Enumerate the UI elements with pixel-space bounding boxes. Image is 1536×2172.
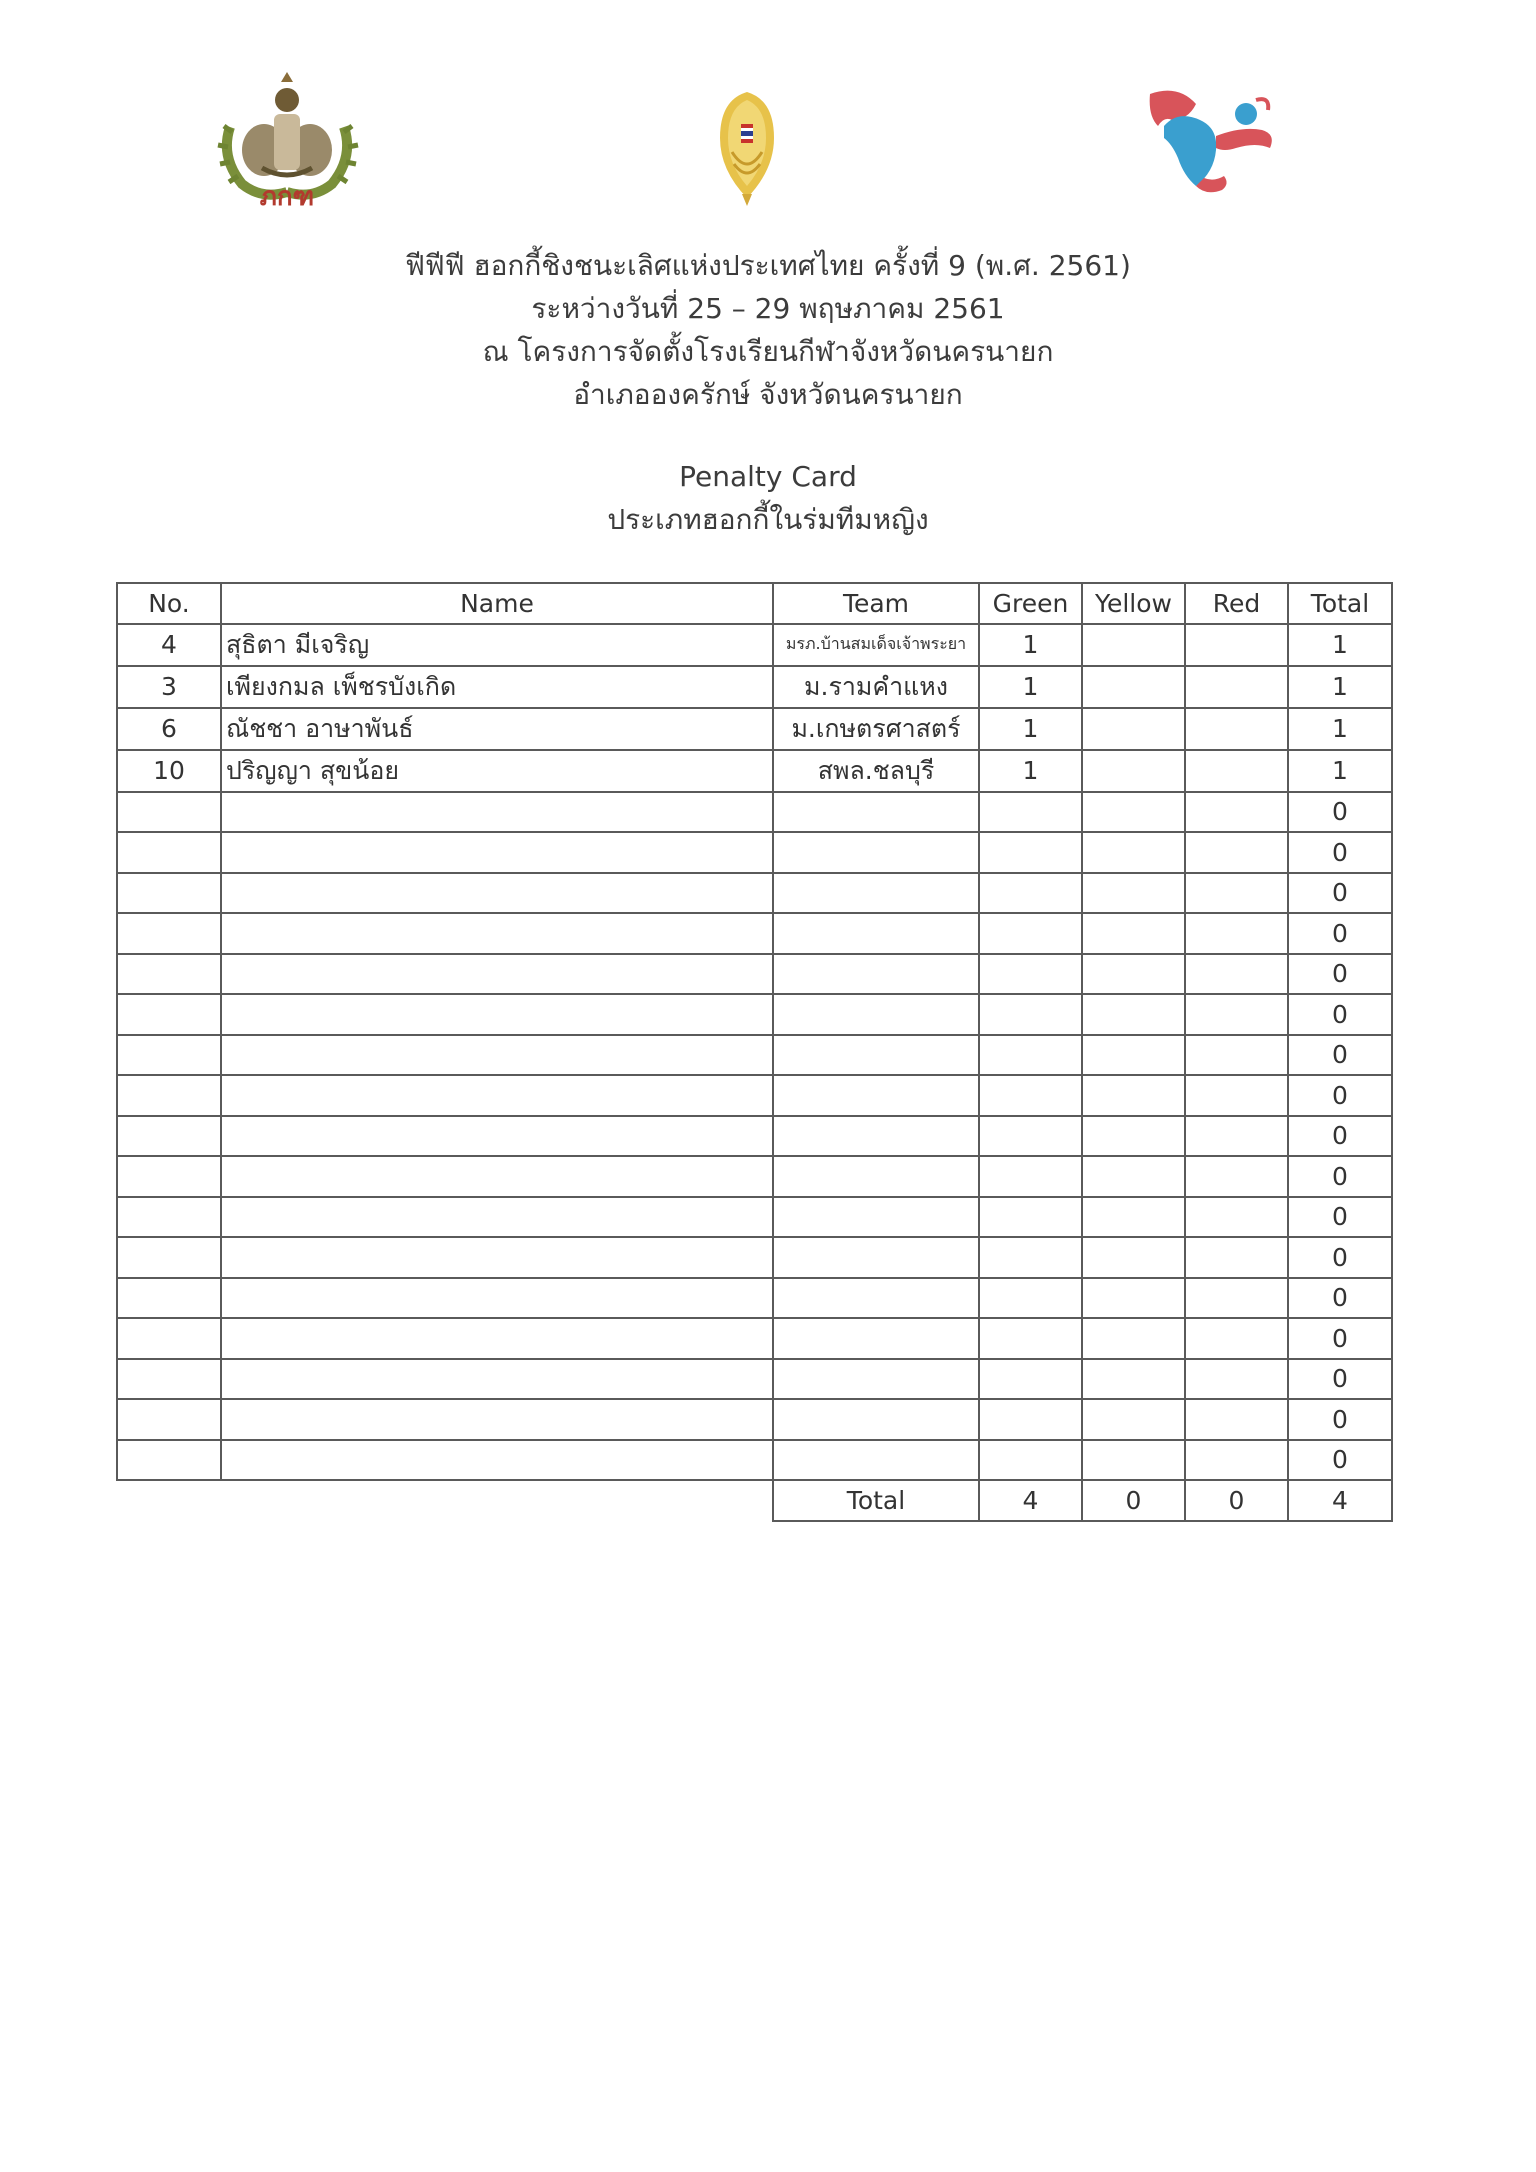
cell-total: 0: [1288, 1075, 1392, 1116]
cell-red: [1185, 624, 1288, 666]
cell-red: [1185, 792, 1288, 833]
cell-name: [221, 1399, 773, 1440]
cell-no: [117, 994, 221, 1035]
totals-yellow: 0: [1082, 1480, 1185, 1521]
cell-green: 1: [979, 666, 1082, 708]
cell-no: [117, 1035, 221, 1076]
cell-name: [221, 1278, 773, 1319]
totals-row: [117, 1480, 1392, 1521]
cell-red: [1185, 994, 1288, 1035]
cell-yellow: [1082, 708, 1185, 750]
column-header-name: Name: [221, 583, 773, 624]
cell-red: [1185, 1237, 1288, 1278]
cell-green: [979, 1278, 1082, 1319]
table-row: [117, 1075, 1392, 1116]
cell-name: [221, 1075, 773, 1116]
cell-total: 1: [1288, 624, 1392, 666]
cell-team: [773, 1278, 979, 1319]
cell-no: [117, 1278, 221, 1319]
golden-emblem-icon: [712, 90, 782, 208]
table-row: [117, 1237, 1392, 1278]
cell-total: 0: [1288, 1237, 1392, 1278]
table-row: [117, 708, 1392, 750]
cell-total: 0: [1288, 954, 1392, 995]
cell-team: สพล.ชลบุรี: [773, 750, 979, 792]
cell-total: 0: [1288, 792, 1392, 833]
cell-no: [117, 832, 221, 873]
cell-green: [979, 1318, 1082, 1359]
cell-red: [1185, 954, 1288, 995]
totals-green: 4: [979, 1480, 1082, 1521]
column-header-yellow: Yellow: [1082, 583, 1185, 624]
table-row: [117, 1035, 1392, 1076]
cell-team: [773, 832, 979, 873]
thai-hockey-association-logo: [212, 72, 362, 210]
cell-red: [1185, 1075, 1288, 1116]
cell-red: [1185, 1156, 1288, 1197]
cell-red: [1185, 1440, 1288, 1481]
cell-green: [979, 1237, 1082, 1278]
cell-no: 6: [117, 708, 221, 750]
column-header-green: Green: [979, 583, 1082, 624]
cell-yellow: [1082, 1278, 1185, 1319]
cell-green: [979, 792, 1082, 833]
cell-red: [1185, 666, 1288, 708]
cell-yellow: [1082, 1237, 1185, 1278]
table-row: [117, 1278, 1392, 1319]
cell-team: ม.รามคำแหง: [773, 666, 979, 708]
table-row: [117, 1116, 1392, 1157]
cell-name: [221, 1318, 773, 1359]
cell-name: [221, 1197, 773, 1238]
association-emblem-icon: [212, 72, 362, 210]
cell-yellow: [1082, 1156, 1185, 1197]
cell-red: [1185, 1359, 1288, 1400]
cell-red: [1185, 1278, 1288, 1319]
column-header-red: Red: [1185, 583, 1288, 624]
cell-team: [773, 1237, 979, 1278]
cell-total: 0: [1288, 1035, 1392, 1076]
table-row: [117, 1197, 1392, 1238]
cell-team: [773, 1075, 979, 1116]
cell-total: 1: [1288, 666, 1392, 708]
totals-label: Total: [773, 1480, 979, 1521]
cell-team: [773, 1156, 979, 1197]
emblem-letters: ภกฑ: [259, 182, 315, 210]
cell-team: [773, 873, 979, 914]
cell-yellow: [1082, 1399, 1185, 1440]
cell-no: [117, 913, 221, 954]
cell-total: 1: [1288, 750, 1392, 792]
cell-name: สุธิตา มีเจริญ: [221, 624, 773, 666]
table-row: [117, 1359, 1392, 1400]
cell-total: 0: [1288, 1359, 1392, 1400]
cell-name: [221, 913, 773, 954]
hockey-player-logo: [1138, 86, 1282, 202]
cell-green: [979, 1156, 1082, 1197]
cell-total: 0: [1288, 873, 1392, 914]
cell-yellow: [1082, 954, 1185, 995]
cell-name: [221, 1035, 773, 1076]
cell-red: [1185, 1116, 1288, 1157]
cell-yellow: [1082, 666, 1185, 708]
cell-green: [979, 832, 1082, 873]
cell-yellow: [1082, 873, 1185, 914]
sports-authority-logo: [712, 90, 782, 208]
cell-no: [117, 873, 221, 914]
table-row: [117, 666, 1392, 708]
cell-total: 0: [1288, 1278, 1392, 1319]
report-title: Penalty Card: [679, 460, 857, 493]
event-header: [0, 244, 1536, 416]
cell-red: [1185, 873, 1288, 914]
cell-name: [221, 1116, 773, 1157]
totals-spacer: [117, 1480, 773, 1521]
table-header-row: [117, 583, 1392, 624]
table-row: [117, 1440, 1392, 1481]
cell-green: [979, 994, 1082, 1035]
cell-team: [773, 1035, 979, 1076]
table-row: [117, 1399, 1392, 1440]
cell-name: [221, 873, 773, 914]
cell-green: [979, 1197, 1082, 1238]
cell-no: [117, 1116, 221, 1157]
cell-yellow: [1082, 624, 1185, 666]
cell-yellow: [1082, 832, 1185, 873]
cell-green: [979, 873, 1082, 914]
table-row: [117, 913, 1392, 954]
cell-no: [117, 1440, 221, 1481]
cell-name: เพียงกมล เพ็ชรบังเกิด: [221, 666, 773, 708]
cell-no: [117, 1197, 221, 1238]
cell-team: [773, 1116, 979, 1157]
cell-total: 0: [1288, 1440, 1392, 1481]
cell-team: [773, 1440, 979, 1481]
cell-green: [979, 1359, 1082, 1400]
cell-green: [979, 913, 1082, 954]
cell-total: 0: [1288, 1318, 1392, 1359]
cell-total: 0: [1288, 1197, 1392, 1238]
cell-green: 1: [979, 750, 1082, 792]
hockey-player-icon: [1138, 86, 1282, 202]
cell-yellow: [1082, 750, 1185, 792]
cell-name: [221, 1440, 773, 1481]
cell-no: [117, 1075, 221, 1116]
cell-no: [117, 954, 221, 995]
cell-no: [117, 1156, 221, 1197]
cell-team: [773, 1359, 979, 1400]
cell-yellow: [1082, 994, 1185, 1035]
cell-total: 0: [1288, 1156, 1392, 1197]
table-row: [117, 1156, 1392, 1197]
event-location: อำเภอองครักษ์ จังหวัดนครนายก: [573, 378, 963, 411]
cell-red: [1185, 708, 1288, 750]
cell-team: [773, 954, 979, 995]
table-row: [117, 750, 1392, 792]
cell-green: [979, 954, 1082, 995]
cell-total: 0: [1288, 1116, 1392, 1157]
table-row: [117, 1318, 1392, 1359]
cell-team: [773, 792, 979, 833]
cell-red: [1185, 913, 1288, 954]
cell-team: [773, 994, 979, 1035]
cell-green: [979, 1035, 1082, 1076]
table-body: [117, 624, 1392, 1481]
totals-total: 4: [1288, 1480, 1392, 1521]
cell-yellow: [1082, 1318, 1185, 1359]
cell-no: 3: [117, 666, 221, 708]
column-header-team: Team: [773, 583, 979, 624]
cell-team: [773, 1197, 979, 1238]
table-row: [117, 873, 1392, 914]
column-header-no: No.: [117, 583, 221, 624]
cell-total: 0: [1288, 1399, 1392, 1440]
cell-red: [1185, 750, 1288, 792]
cell-green: 1: [979, 624, 1082, 666]
cell-green: [979, 1075, 1082, 1116]
cell-no: [117, 792, 221, 833]
penalty-card-table: [116, 582, 1393, 1522]
cell-red: [1185, 1318, 1288, 1359]
event-venue: ณ โครงการจัดตั้งโรงเรียนกีฬาจังหวัดนครนายก: [482, 335, 1054, 368]
cell-yellow: [1082, 913, 1185, 954]
cell-total: 0: [1288, 913, 1392, 954]
cell-total: 0: [1288, 994, 1392, 1035]
cell-red: [1185, 832, 1288, 873]
cell-red: [1185, 1399, 1288, 1440]
table-row: [117, 954, 1392, 995]
cell-green: [979, 1399, 1082, 1440]
cell-green: [979, 1440, 1082, 1481]
cell-name: [221, 792, 773, 833]
event-dates: ระหว่างวันที่ 25 – 29 พฤษภาคม 2561: [531, 292, 1005, 325]
cell-yellow: [1082, 1359, 1185, 1400]
cell-yellow: [1082, 1440, 1185, 1481]
cell-total: 1: [1288, 708, 1392, 750]
cell-team: ม.เกษตรศาสตร์: [773, 708, 979, 750]
totals-red: 0: [1185, 1480, 1288, 1521]
cell-name: [221, 994, 773, 1035]
cell-no: 4: [117, 624, 221, 666]
report-category: ประเภทฮอกกี้ในร่มทีมหญิง: [607, 503, 929, 536]
cell-name: ปริญญา สุขน้อย: [221, 750, 773, 792]
cell-yellow: [1082, 1116, 1185, 1157]
cell-team: [773, 913, 979, 954]
cell-team: มรภ.บ้านสมเด็จเจ้าพระยา: [773, 624, 979, 666]
cell-yellow: [1082, 1197, 1185, 1238]
cell-no: [117, 1359, 221, 1400]
event-title: ฟีฟีฟี ฮอกกี้ชิงชนะเลิศแห่งประเทศไทย ครั้งที่ 9 (พ.ศ. 2561): [405, 249, 1131, 282]
cell-no: [117, 1399, 221, 1440]
cell-no: [117, 1237, 221, 1278]
cell-total: 0: [1288, 832, 1392, 873]
cell-name: [221, 1359, 773, 1400]
cell-no: 10: [117, 750, 221, 792]
cell-name: [221, 1237, 773, 1278]
cell-green: 1: [979, 708, 1082, 750]
cell-yellow: [1082, 792, 1185, 833]
table-row: [117, 792, 1392, 833]
cell-yellow: [1082, 1075, 1185, 1116]
report-heading: [0, 455, 1536, 541]
cell-name: ณัชชา อาษาพันธ์: [221, 708, 773, 750]
cell-red: [1185, 1035, 1288, 1076]
cell-yellow: [1082, 1035, 1185, 1076]
cell-name: [221, 832, 773, 873]
cell-name: [221, 1156, 773, 1197]
cell-no: [117, 1318, 221, 1359]
cell-team: [773, 1399, 979, 1440]
table-row: [117, 994, 1392, 1035]
cell-green: [979, 1116, 1082, 1157]
table-row: [117, 624, 1392, 666]
cell-red: [1185, 1197, 1288, 1238]
cell-team: [773, 1318, 979, 1359]
cell-name: [221, 954, 773, 995]
column-header-total: Total: [1288, 583, 1392, 624]
table-row: [117, 832, 1392, 873]
